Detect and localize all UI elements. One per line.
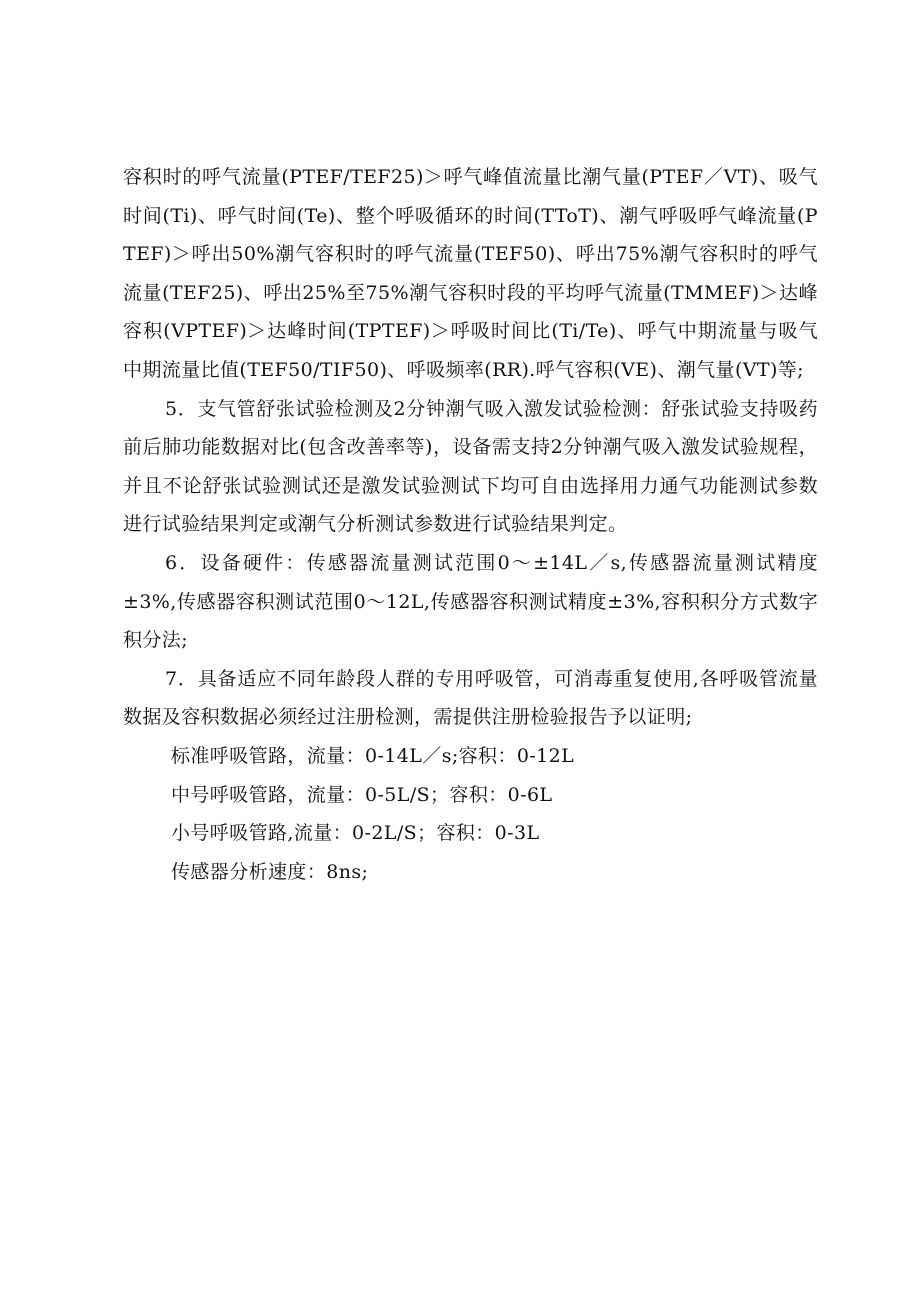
spec-line-medium-tube: 中号呼吸管路，流量：0-5L/S；容积：0-6L — [171, 783, 553, 806]
document-body — [123, 158, 818, 891]
paragraph-device-hardware: 6．设备硬件：传感器流量测试范围0～±14L／s,传感器流量测试精度±3%,传感器容积测试范围0～12L,传感器容积测试精度±3%,容积积分方式数字积分法; — [123, 551, 818, 652]
spec-line-standard-tube: 标准呼吸管路，流量：0-14L／s;容积：0-12L — [171, 744, 575, 767]
paragraph-bronchodilation-test: 5．支气管舒张试验检测及2分钟潮气吸入激发试验检测：舒张试验支持吸药前后肺功能数据对比(包含改善率等)，设备需支持2分钟潮气吸入激发试验规程，并且不论舒张试验测试还是激发试验测试下均可自由选择用力通气功能测试参数进行试验结果判定或潮气分析测试参数进行试验结果判定。 — [123, 397, 818, 536]
spec-line-small-tube: 小号呼吸管路,流量：0-2L/S；容积：0-3L — [171, 822, 540, 845]
paragraph-breathing-tubes: 7．具备适应不同年龄段人群的专用呼吸管，可消毒重复使用,各呼吸管流量数据及容积数据必须经过注册检测，需提供注册检验报告予以证明; — [123, 667, 818, 729]
spec-line-sensor-speed: 传感器分析速度：8ns; — [171, 860, 369, 883]
paragraph-ventilation-parameters: 容积时的呼气流量(PTEF/TEF25)＞呼气峰值流量比潮气量(PTEF／VT)、吸气时间(Ti)、呼气时间(Te)、整个呼吸循环的时间(TToT)、潮气呼吸呼气峰流量(PTEF)＞呼出50%潮气容积时的呼气流量(TEF50)、呼出75%潮气容积时的呼气流量(TEF25)、呼出25%至75%潮气容积时段的平均呼气流量(TMMEF)＞达峰容积(VPTEF)＞达峰时间(TPTEF)＞呼吸时间比(Ti/Te)、呼气中期流量与吸气中期流量比值(TEF50/TIF50)、呼吸频率(RR).呼气容积(VE)、潮气量(VT)等; — [123, 166, 818, 381]
